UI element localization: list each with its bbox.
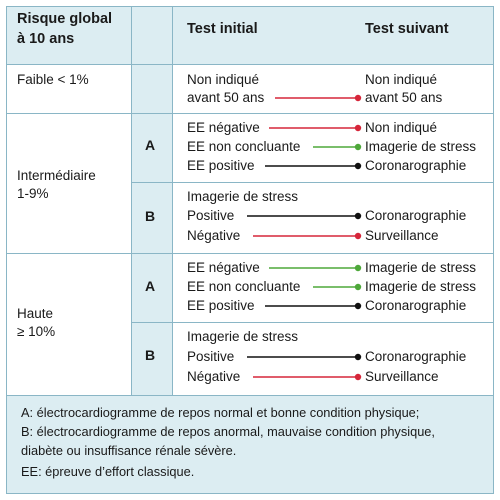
low-next-line1: Non indiqué <box>365 72 438 87</box>
high-a-next: Imagerie de stress <box>365 260 477 275</box>
high-a-initial: EE négative <box>187 260 260 275</box>
intermediate-b-next: Surveillance <box>365 228 439 243</box>
intermediate-a-next: Coronarographie <box>365 158 467 173</box>
connector-intermediate-a-0 <box>269 125 361 131</box>
high-b-next: Surveillance <box>365 369 439 384</box>
intermediate-subgroup-a: A <box>145 137 156 153</box>
low-initial-line2: avant 50 ans <box>187 90 265 105</box>
high-subgroup-b: B <box>145 347 156 363</box>
intermediate-b-title: Imagerie de stress <box>187 189 299 204</box>
header-test-initial: Test initial <box>187 21 258 37</box>
header-risk-line1: Risque global <box>17 11 113 27</box>
high-b-initial: Négative <box>187 369 241 384</box>
high-subgroup-a: A <box>145 278 156 294</box>
intermediate-a-initial: EE négative <box>187 120 260 135</box>
risk-high-label-line1: Haute <box>17 306 54 321</box>
connector-high-b-1 <box>253 374 361 380</box>
intermediate-subgroup-b: B <box>145 208 156 224</box>
connector-high-a-0 <box>269 265 361 271</box>
high-b-next: Coronarographie <box>365 349 467 364</box>
footnote-ee: EE: épreuve d’effort classique. <box>21 464 195 479</box>
intermediate-a-initial: EE positive <box>187 158 255 173</box>
intermediate-a-initial: EE non concluante <box>187 139 301 154</box>
high-b-title: Imagerie de stress <box>187 329 299 344</box>
connector-low <box>275 95 361 101</box>
connector-layer <box>7 7 493 407</box>
risk-intermediate-label-line2: 1-9% <box>17 186 49 201</box>
footnote-b-line1: B: électrocardiogramme de repos anormal, mauvaise condition physique, <box>21 424 435 439</box>
connector-high-b-0 <box>247 354 361 360</box>
intermediate-a-next: Imagerie de stress <box>365 139 477 154</box>
footnote-a: A: électrocardiogramme de repos normal et bonne condition physique; <box>21 405 420 420</box>
risk-table-card <box>6 6 494 494</box>
header-risk-line2: à 10 ans <box>17 31 75 47</box>
high-a-initial: EE non concluante <box>187 279 301 294</box>
intermediate-a-next: Non indiqué <box>365 120 438 135</box>
high-a-initial: EE positive <box>187 298 255 313</box>
connector-intermediate-a-2 <box>265 163 361 169</box>
high-a-next: Coronarographie <box>365 298 467 313</box>
intermediate-b-initial: Positive <box>187 208 235 223</box>
high-b-initial: Positive <box>187 349 235 364</box>
low-next-line2: avant 50 ans <box>365 90 443 105</box>
connector-intermediate-b-1 <box>253 233 361 239</box>
header-test-suivant: Test suivant <box>365 21 449 37</box>
connector-intermediate-a-1 <box>313 144 361 150</box>
connector-intermediate-b-0 <box>247 213 361 219</box>
intermediate-b-next: Coronarographie <box>365 208 467 223</box>
risk-low-label: Faible < 1% <box>17 72 89 87</box>
risk-high-label-line2: ≥ 10% <box>17 324 56 339</box>
low-initial-line1: Non indiqué <box>187 72 260 87</box>
footnote-b-line2: diabète ou insuffisance rénale sévère. <box>21 443 237 458</box>
high-a-next: Imagerie de stress <box>365 279 477 294</box>
connector-high-a-1 <box>313 284 361 290</box>
intermediate-b-initial: Négative <box>187 228 241 243</box>
risk-intermediate-label-line1: Intermédiaire <box>17 168 96 183</box>
connector-high-a-2 <box>265 303 361 309</box>
